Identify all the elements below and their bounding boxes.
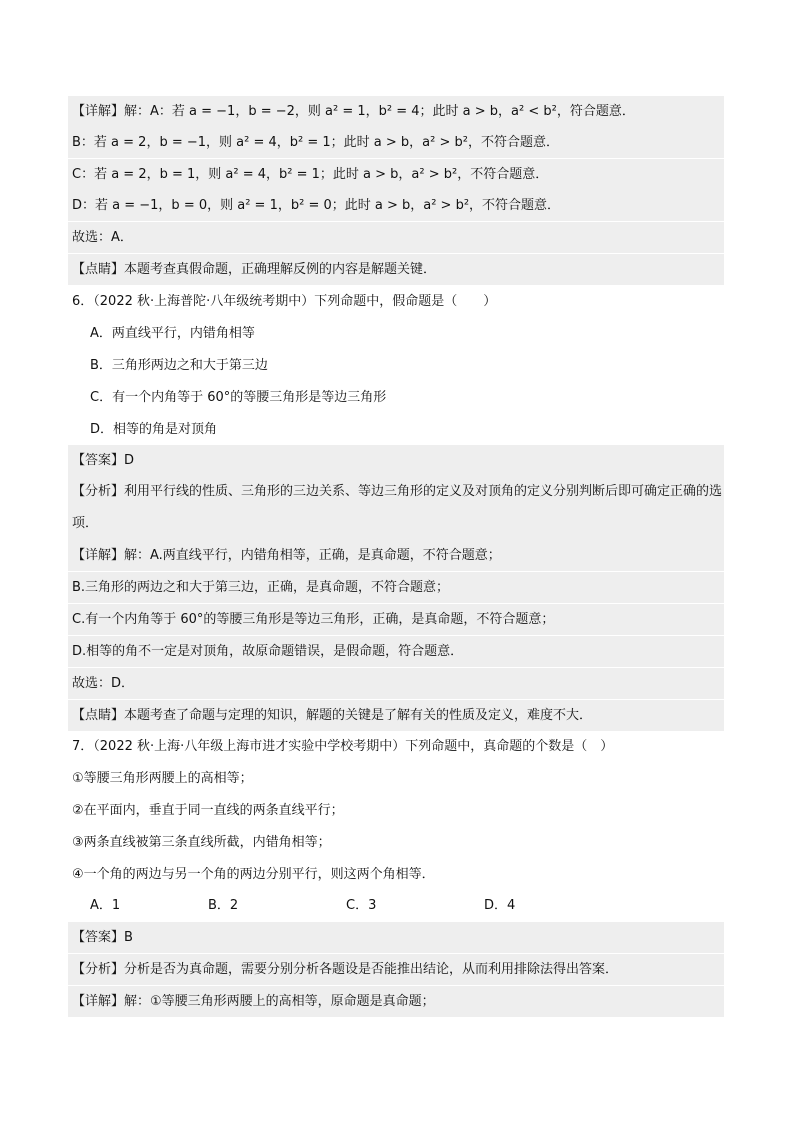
- q6-stem: 6．（2022 秋·上海普陀·八年级统考期中）下列命题中，假命题是（ ）: [72, 294, 497, 309]
- q6-option-a: A．两直线平行，内错角相等: [90, 326, 255, 341]
- q6-choice: 故选：D．: [68, 668, 724, 699]
- q6-option-d: D．相等的角是对顶角: [90, 422, 218, 437]
- q7-statement-1: ①等腰三角形两腰上的高相等；: [72, 771, 253, 786]
- q5-detail-b: B：若 a = 2，b = −1，则 a² = 4，b² = 1；此时 a > b，a² > b²，不符合题意．: [68, 127, 724, 158]
- q7-analysis: 【分析】分析是否为真命题，需要分别分析各题设是否能推出结论，从而利用排除法得出答案．: [68, 954, 724, 985]
- q7-answer: 【答案】B: [68, 922, 724, 953]
- q6-analysis: 【分析】利用平行线的性质、三角形的三边关系、等边三角形的定义及对顶角的定义分别判断后即可确定正确的选项．: [68, 476, 724, 540]
- q5-detail-a: 【详解】解：A：若 a = −1，b = −2，则 a² = 1，b² = 4；此时 a > b，a² < b²，符合题意．: [68, 96, 724, 127]
- q6-detail-a: 【详解】解：A.两直线平行，内错角相等，正确，是真命题，不符合题意；: [68, 540, 724, 571]
- q7-option-b: B．2: [208, 898, 239, 913]
- q7-options: [68, 890, 724, 921]
- q6-detail-c: C.有一个内角等于 60°的等腰三角形是等边三角形，正确，是真命题，不符合题意；: [68, 604, 724, 635]
- q7-option-c: C．3: [346, 898, 377, 913]
- q6-detail-b: B.三角形的两边之和大于第三边，正确，是真命题，不符合题意；: [68, 572, 724, 603]
- q6-comment: 【点睛】本题考查了命题与定理的知识，解题的关键是了解有关的性质及定义，难度不大．: [68, 700, 724, 731]
- q7-stem: 7．（2022 秋·上海·八年级上海市进才实验中学校考期中）下列命题中，真命题的个数是（ ）: [72, 739, 614, 754]
- q5-detail-c: C：若 a = 2，b = 1，则 a² = 4，b² = 1；此时 a > b，a² > b²，不符合题意．: [68, 159, 724, 190]
- q6-detail-d: D.相等的角不一定是对顶角，故原命题错误，是假命题，符合题意．: [68, 636, 724, 667]
- q7-statement-4: ④一个角的两边与另一个角的两边分别平行，则这两个角相等．: [72, 867, 435, 882]
- q6-option-b: B．三角形两边之和大于第三边: [90, 358, 268, 373]
- q7-option-a: A．1: [90, 898, 121, 913]
- q5-comment: 【点睛】本题考查真假命题，正确理解反例的内容是解题关键．: [68, 254, 724, 285]
- q5-choice: 故选：A．: [68, 222, 724, 253]
- q7-option-d: D．4: [484, 898, 516, 913]
- q5-detail-d: D：若 a = −1，b = 0，则 a² = 1，b² = 0；此时 a > b，a² > b²，不符合题意．: [68, 190, 724, 221]
- q7-statement-2: ②在平面内，垂直于同一直线的两条直线平行；: [72, 803, 344, 818]
- q7-detail-1: 【详解】解：①等腰三角形两腰上的高相等，原命题是真命题；: [68, 986, 724, 1017]
- q7-statement-3: ③两条直线被第三条直线所截，内错角相等；: [72, 835, 331, 850]
- q6-option-c: C．有一个内角等于 60°的等腰三角形是等边三角形: [90, 390, 387, 405]
- q6-answer: 【答案】D: [68, 445, 724, 476]
